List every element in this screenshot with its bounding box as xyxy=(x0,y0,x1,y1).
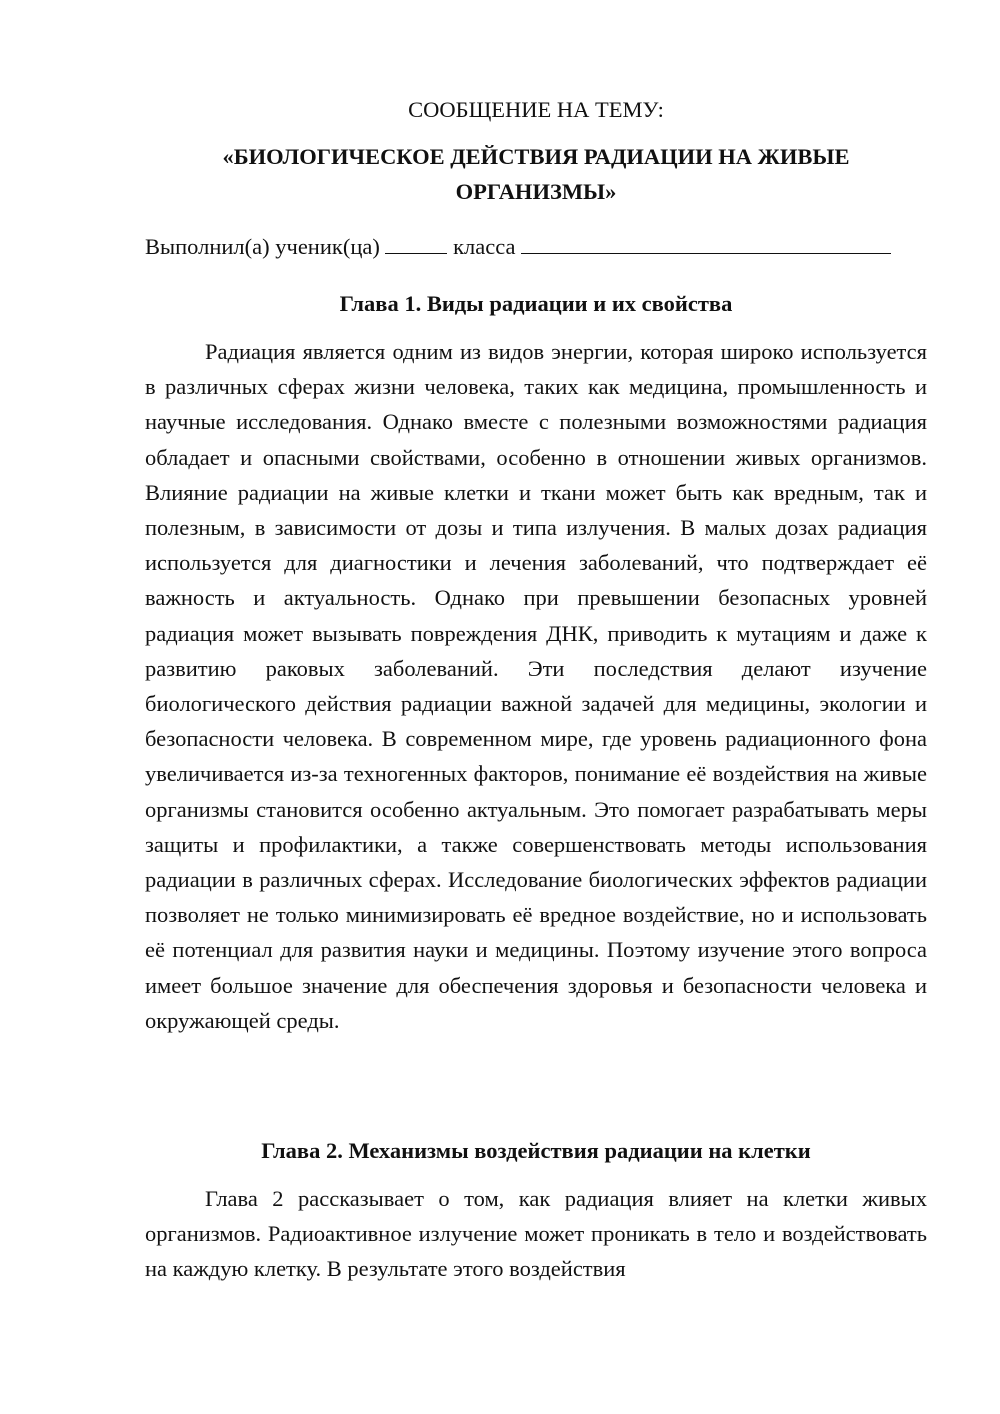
document-title-line-1: «БИОЛОГИЧЕСКОЕ ДЕЙСТВИЯ РАДИАЦИИ НА ЖИВЫЕ xyxy=(222,144,850,169)
chapter-1-paragraph: Радиация является одним из видов энергии, которая широко используется в различных сферах жизни человека, таких как медицина, промышленность и научные исследования. Однако вместе с полезными возможностями радиация обладает и опасными свойствами, особенно в отношении живых организмов. Влияние радиации на живые клетки и ткани может быть как вредным, так и полезным, в зависимости от дозы и типа излучения. В малых дозах радиация используется для диагностики и лечения заболеваний, что подтверждает её важность и актуальность. Однако при превышении безопасных уровней радиация может вызывать повреждения ДНК, приводить к мутациям и даже к развитию раковых заболеваний. Эти последствия делают изучение биологического действия радиации важной задачей для медицины, экологии и безопасности человека. В современном мире, где уровень радиационного фона увеличивается из-за техногенных факторов, понимание её воздействия на живые организмы становится особенно актуальным. Это помогает разрабатывать меры защиты и профилактики, а также совершенствовать методы использования радиации в различных сферах. Исследование биологических эффектов радиации позволяет не только минимизировать её вредное воздействие, но и использовать её потенциал для развития науки и медицины. Поэтому изучение этого вопроса имеет большое значение для обеспечения здоровья и безопасности человека и окружающей среды. xyxy=(145,339,927,1033)
document-title-line-2: ОРГАНИЗМЫ» xyxy=(455,179,617,204)
author-middle: класса xyxy=(453,234,516,259)
author-prefix: Выполнил(а) ученик(ца) xyxy=(145,234,380,259)
chapter-1-heading: Глава 1. Виды радиации и их свойства xyxy=(339,291,733,316)
chapter-2-paragraph: Глава 2 рассказывает о том, как радиация влияет на клетки живых организмов. Радиоактивное излучение может проникать в тело и воздействовать на каждую клетку. В результате этого воздействия xyxy=(145,1186,927,1282)
author-line xyxy=(145,229,927,264)
chapter-2-heading: Глава 2. Механизмы воздействия радиации на клетки xyxy=(261,1138,811,1163)
name-blank xyxy=(521,229,891,254)
document-kind: СООБЩЕНИЕ НА ТЕМУ: xyxy=(408,97,664,122)
grade-blank xyxy=(385,229,447,254)
